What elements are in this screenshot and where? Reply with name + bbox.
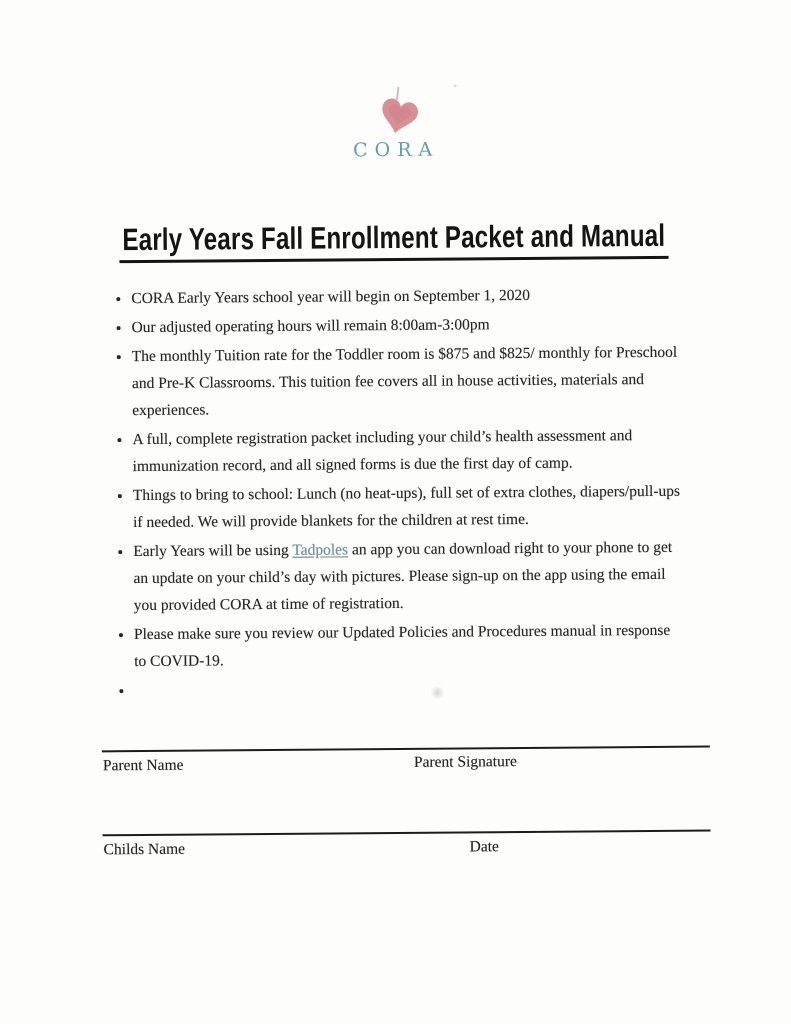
list-item <box>132 422 681 480</box>
list-item <box>132 339 682 424</box>
bullet-text: Our adjusted operating hours will remain 8:00am-3:00pm <box>131 316 490 337</box>
list-item-empty <box>134 673 683 704</box>
parent-name-label: Parent Name <box>102 756 184 775</box>
signature-labels <box>102 748 710 779</box>
heart-icon <box>377 94 420 139</box>
signature-labels <box>103 832 711 863</box>
list-item <box>131 281 680 312</box>
list-item <box>131 310 680 341</box>
bullet-text: CORA Early Years school year will begin on September 1, 2020 <box>131 286 531 308</box>
parent-signature-block <box>102 746 710 779</box>
bullet-list <box>98 281 683 707</box>
bullet-text: an app you can download right to your phone to get an update on your child’s day with pictures. Please sign-up on the app using the email you provided CORA at time of registration. <box>133 538 673 615</box>
cora-logo <box>0 85 788 164</box>
parent-signature-label: Parent Signature <box>413 753 517 771</box>
list-item <box>133 534 683 619</box>
date-label: Date <box>469 838 499 856</box>
bullet-text: Things to bring to school: Lunch (no heat-ups), full set of extra clothes, diapers/pull-ups if needed. We will provide blankets for the children at rest time. <box>132 482 681 532</box>
page-title <box>0 216 789 264</box>
list-item <box>134 617 683 675</box>
logo-text: CORA <box>352 138 440 162</box>
heart-logo-icon <box>377 88 423 140</box>
bullet-text: A full, complete registration packet including your child’s health assessment and immunization record, and all signed forms is due the first day of camp. <box>132 427 633 476</box>
child-signature-block <box>103 830 711 863</box>
scan-artifact: ⁺ <box>452 83 458 94</box>
page-title-text: Early Years Fall Enrollment Packet and Manual <box>119 218 668 263</box>
list-item <box>133 478 682 536</box>
scan-smudge <box>430 686 444 700</box>
bullet-text: Please make sure you review our Updated Policies and Procedures manual in response to COVID-19. <box>133 621 671 671</box>
bullet-text: Early Years will be using <box>133 541 293 561</box>
bullet-text: The monthly Tuition rate for the Toddler room is $875 and $825/ monthly for Preschool and Pre-K Classrooms. This tuition fee covers all in house activities, materials and experiences. <box>131 343 678 420</box>
childs-name-label: Childs Name <box>103 840 186 859</box>
tadpoles-link[interactable]: Tadpoles <box>292 541 349 559</box>
